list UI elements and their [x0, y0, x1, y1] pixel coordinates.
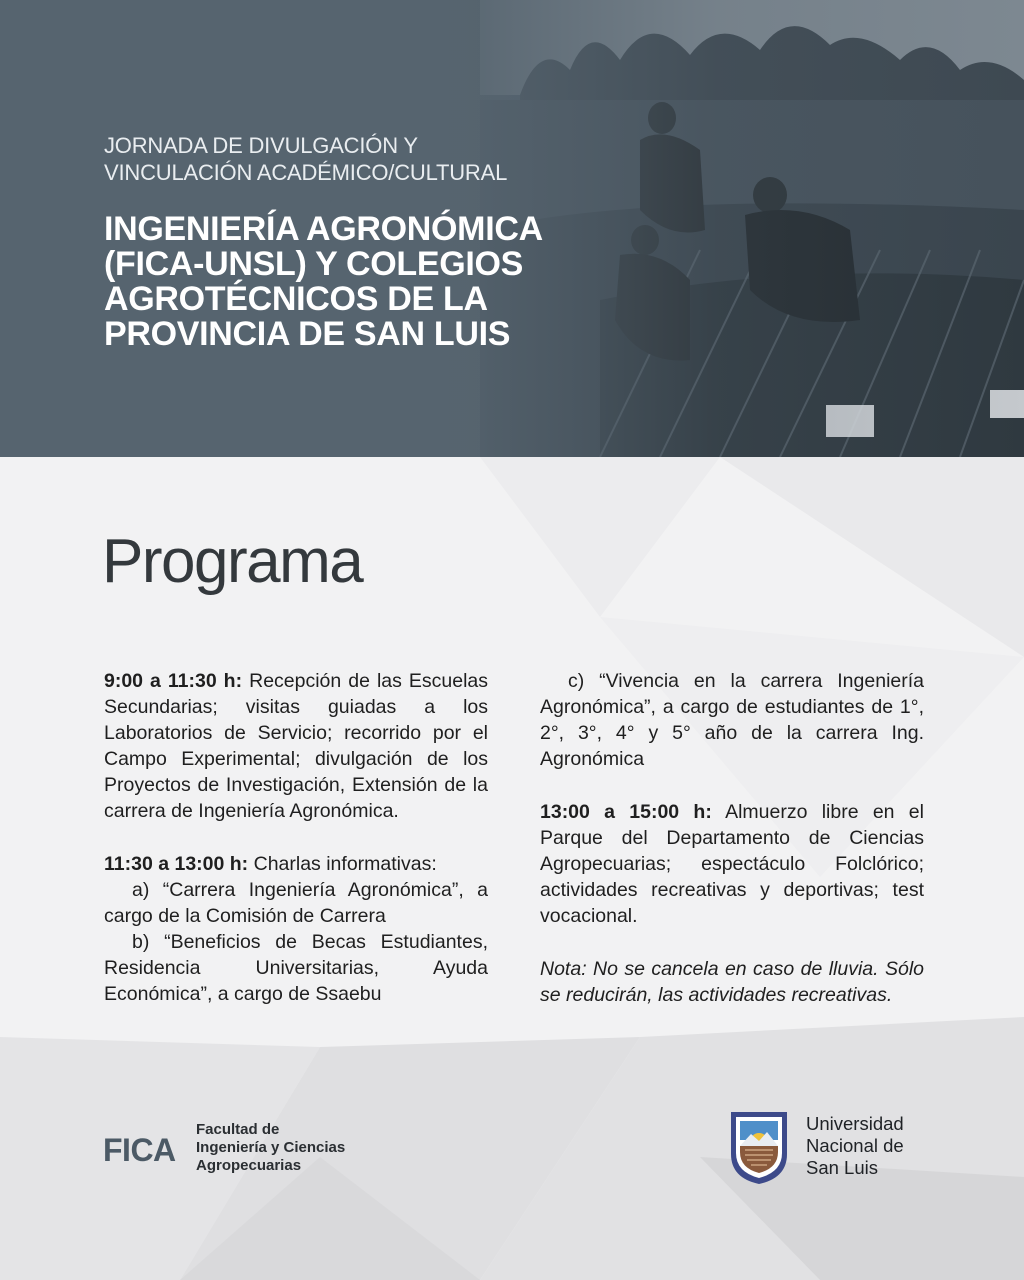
event-subtitle [104, 132, 574, 186]
talk-item-c: c) “Vivencia en la carrera Ingeniería Agronómica”, a cargo de estudiantes de 1°, 2°, 3°, 4° y 5° año de la carrera Ing. Agronómica [540, 670, 924, 770]
talk-item-a: a) “Carrera Ingeniería Agronómica”, a cargo de la Comisión de Carrera [104, 879, 488, 927]
unsl-crest-icon [727, 1108, 791, 1186]
fica-logo: FICA [103, 1132, 176, 1168]
fica-name-line: Facultad de [196, 1121, 280, 1138]
fica-faculty-name [196, 1121, 345, 1175]
schedule-block [540, 799, 924, 929]
fica-name-line: Agropecuarias [196, 1157, 302, 1174]
schedule-text: Almuerzo libre en el Parque del Departamento de Ciencias Agropecuarias; espectáculo Folclórico; actividades recreativas y deportivas; test vocacional. [540, 801, 924, 927]
schedule-time: 9:00 a 11:30 h: [104, 670, 243, 692]
talk-item-b: b) “Beneficios de Becas Estudiantes, Residencia Universitarias, Ayuda Económica”, a cargo de Ssaebu [104, 931, 488, 1005]
program-column-left [104, 668, 488, 1034]
fica-name-line: Ingeniería y Ciencias [196, 1139, 346, 1156]
unsl-name [806, 1113, 904, 1179]
unsl-name-line: San Luis [806, 1157, 878, 1178]
event-title [104, 212, 574, 352]
schedule-block [540, 668, 924, 772]
subtitle-line: VINCULACIÓN ACADÉMICO/CULTURAL [104, 160, 508, 185]
program-column-right [540, 668, 924, 1035]
schedule-time: 13:00 a 15:00 h: [540, 801, 712, 823]
schedule-text: Recepción de las Escuelas Secundarias; visitas guiadas a los Laboratorios de Servicio; recorrido por el Campo Experimental; divulgación de los Proyectos de Investigación, Extensión de la carrera de Ingeniería Agronómica. [104, 670, 488, 822]
schedule-text: Charlas informativas: [253, 853, 437, 875]
schedule-block [104, 668, 488, 824]
title-line: PROVINCIA DE SAN LUIS [104, 315, 511, 353]
subtitle-line: JORNADA DE DIVULGACIÓN Y [104, 133, 418, 158]
schedule-time: 11:30 a 13:00 h: [104, 853, 249, 875]
rain-note: Nota: No se cancela en caso de lluvia. Sólo se reducirán, las actividades recreativas. [540, 958, 924, 1006]
title-line: (FICA-UNSL) Y COLEGIOS [104, 245, 524, 283]
unsl-name-line: Nacional de [806, 1135, 904, 1156]
program-heading: Programa [102, 527, 363, 596]
title-line: AGROTÉCNICOS DE LA [104, 280, 488, 318]
unsl-name-line: Universidad [806, 1113, 904, 1134]
schedule-block [104, 851, 488, 1007]
header-banner [0, 0, 1024, 457]
title-line: INGENIERÍA AGRONÓMICA [104, 210, 543, 248]
